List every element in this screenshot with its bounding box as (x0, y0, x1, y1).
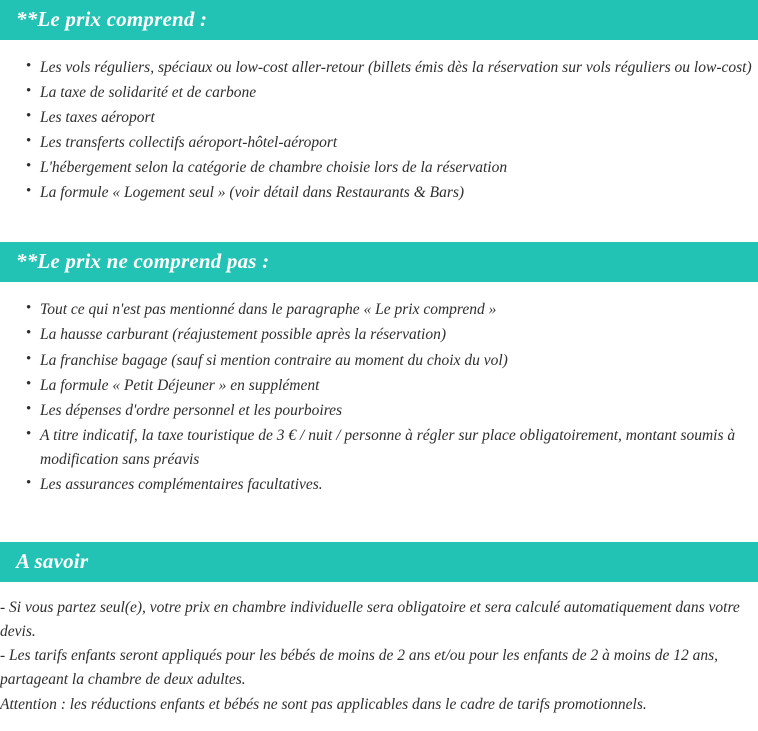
list-item: • Les dépenses d'ordre personnel et les pourboires (0, 399, 758, 423)
list-item: • Tout ce qui n'est pas mentionné dans le paragraphe « Le prix comprend » (0, 298, 758, 322)
section-heading-prix-comprend: **Le prix comprend : (0, 0, 758, 40)
list-item: • Les transferts collectifs aéroport-hôtel-aéroport (0, 131, 758, 155)
list-item: • A titre indicatif, la taxe touristique de 3 € / nuit / personne à régler sur place obligatoirement, montant soumis à modification sans préavis (0, 424, 758, 472)
paragraph: - Si vous partez seul(e), votre prix en chambre individuelle sera obligatoire et sera calculé automatiquement dans votre devis. (0, 598, 740, 640)
list-item: • La franchise bagage (sauf si mention contraire au moment du choix du vol) (0, 349, 758, 373)
prix-comprend-list-wrapper (0, 40, 758, 205)
a-savoir-paragraphs (0, 582, 758, 717)
list-item: • La hausse carburant (réajustement possible après la réservation) (0, 323, 758, 347)
prix-ne-comprend-pas-list (0, 298, 758, 496)
list-item: • La formule « Petit Déjeuner » en supplément (0, 374, 758, 398)
list-item: • Les vols réguliers, spéciaux ou low-cost aller-retour (billets émis dès la réservation sur vols réguliers ou low-cost) (0, 56, 758, 80)
prix-ne-comprend-pas-list-wrapper (0, 282, 758, 496)
section-spacer (0, 498, 758, 542)
list-item: • La formule « Logement seul » (voir détail dans Restaurants & Bars) (0, 181, 758, 205)
section-heading-prix-ne-comprend-pas: **Le prix ne comprend pas : (0, 242, 758, 282)
prix-comprend-list (0, 56, 758, 205)
section-heading-a-savoir: A savoir (0, 542, 758, 582)
paragraph-attention: Attention : les réductions enfants et bébés ne sont pas applicables dans le cadre de tarifs promotionnels. (0, 695, 647, 713)
list-item: • Les taxes aéroport (0, 106, 758, 130)
paragraph: - Les tarifs enfants seront appliqués pour les bébés de moins de 2 ans et/ou pour les enfants de 2 à moins de 12 ans, partageant la chambre de deux adultes. (0, 646, 718, 688)
section-spacer (0, 206, 758, 242)
list-item: • Les assurances complémentaires facultatives. (0, 473, 758, 497)
list-item: • La taxe de solidarité et de carbone (0, 81, 758, 105)
list-item: • L'hébergement selon la catégorie de chambre choisie lors de la réservation (0, 156, 758, 180)
